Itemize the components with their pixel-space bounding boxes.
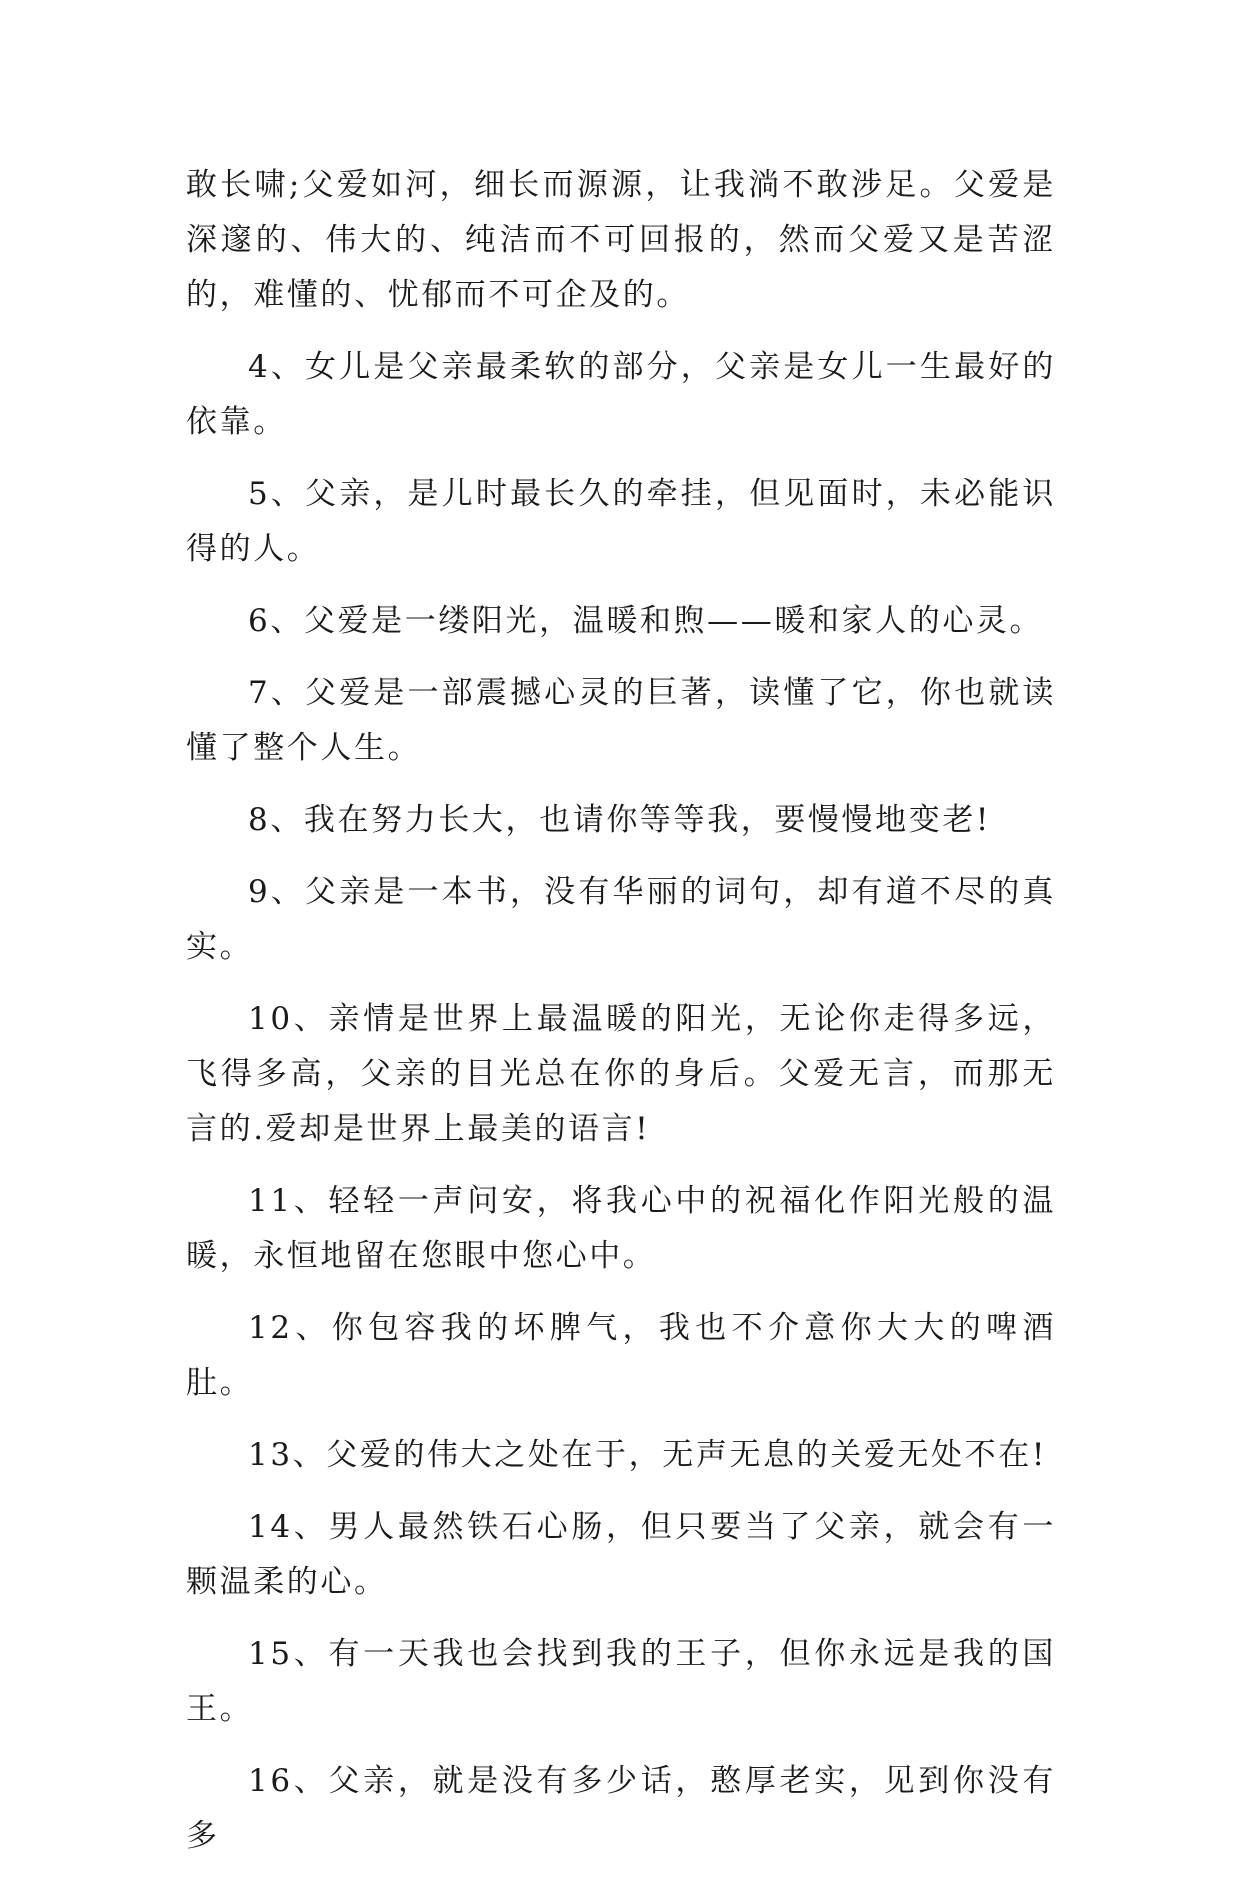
paragraph-item-5: 5、父亲，是儿时最长久的牵挂，但见面时，未必能识得的人。 (186, 476, 1056, 567)
paragraph-item-11: 11、轻轻一声问安，将我心中的祝福化作阳光般的温暖，永恒地留在您眼中您心中。 (186, 1183, 1056, 1274)
paragraph-item-15: 15、有一天我也会找到我的王子，但你永远是我的国王。 (186, 1636, 1056, 1727)
paragraph-item-10: 10、亲情是世界上最温暖的阳光，无论你走得多远，飞得多高，父亲的目光总在你的身后。父爱无言，而那无言的.爱却是世界上最美的语言! (186, 1001, 1056, 1147)
paragraph-item-12: 12、你包容我的坏脾气，我也不介意你大大的啤酒肚。 (186, 1310, 1056, 1401)
paragraph-item-7: 7、父爱是一部震撼心灵的巨著，读懂了它，你也就读懂了整个人生。 (186, 675, 1056, 766)
paragraph-continuation: 敢长啸;父爱如河，细长而源源，让我淌不敢涉足。父爱是深邃的、伟大的、纯洁而不可回报的，然而父爱又是苦涩的，难懂的、忧郁而不可企及的。 (186, 167, 1056, 313)
paragraph-item-14: 14、男人最然铁石心肠，但只要当了父亲，就会有一颗温柔的心。 (186, 1509, 1056, 1600)
document-body (186, 158, 1056, 1881)
paragraph-item-6: 6、父爱是一缕阳光，温暖和煦——暖和家人的心灵。 (248, 603, 1044, 639)
paragraph-item-4: 4、女儿是父亲最柔软的部分，父亲是女儿一生最好的依靠。 (186, 349, 1056, 440)
paragraph-item-13: 13、父爱的伟大之处在于，无声无息的关爱无处不在! (248, 1437, 1047, 1473)
paragraph-item-8: 8、我在努力长大，也请你等等我，要慢慢地变老! (248, 802, 991, 838)
paragraph-item-9: 9、父亲是一本书，没有华丽的词句，却有道不尽的真实。 (186, 874, 1056, 965)
paragraph-item-16: 16、父亲，就是没有多少话，憨厚老实，见到你没有多 (186, 1763, 1056, 1854)
